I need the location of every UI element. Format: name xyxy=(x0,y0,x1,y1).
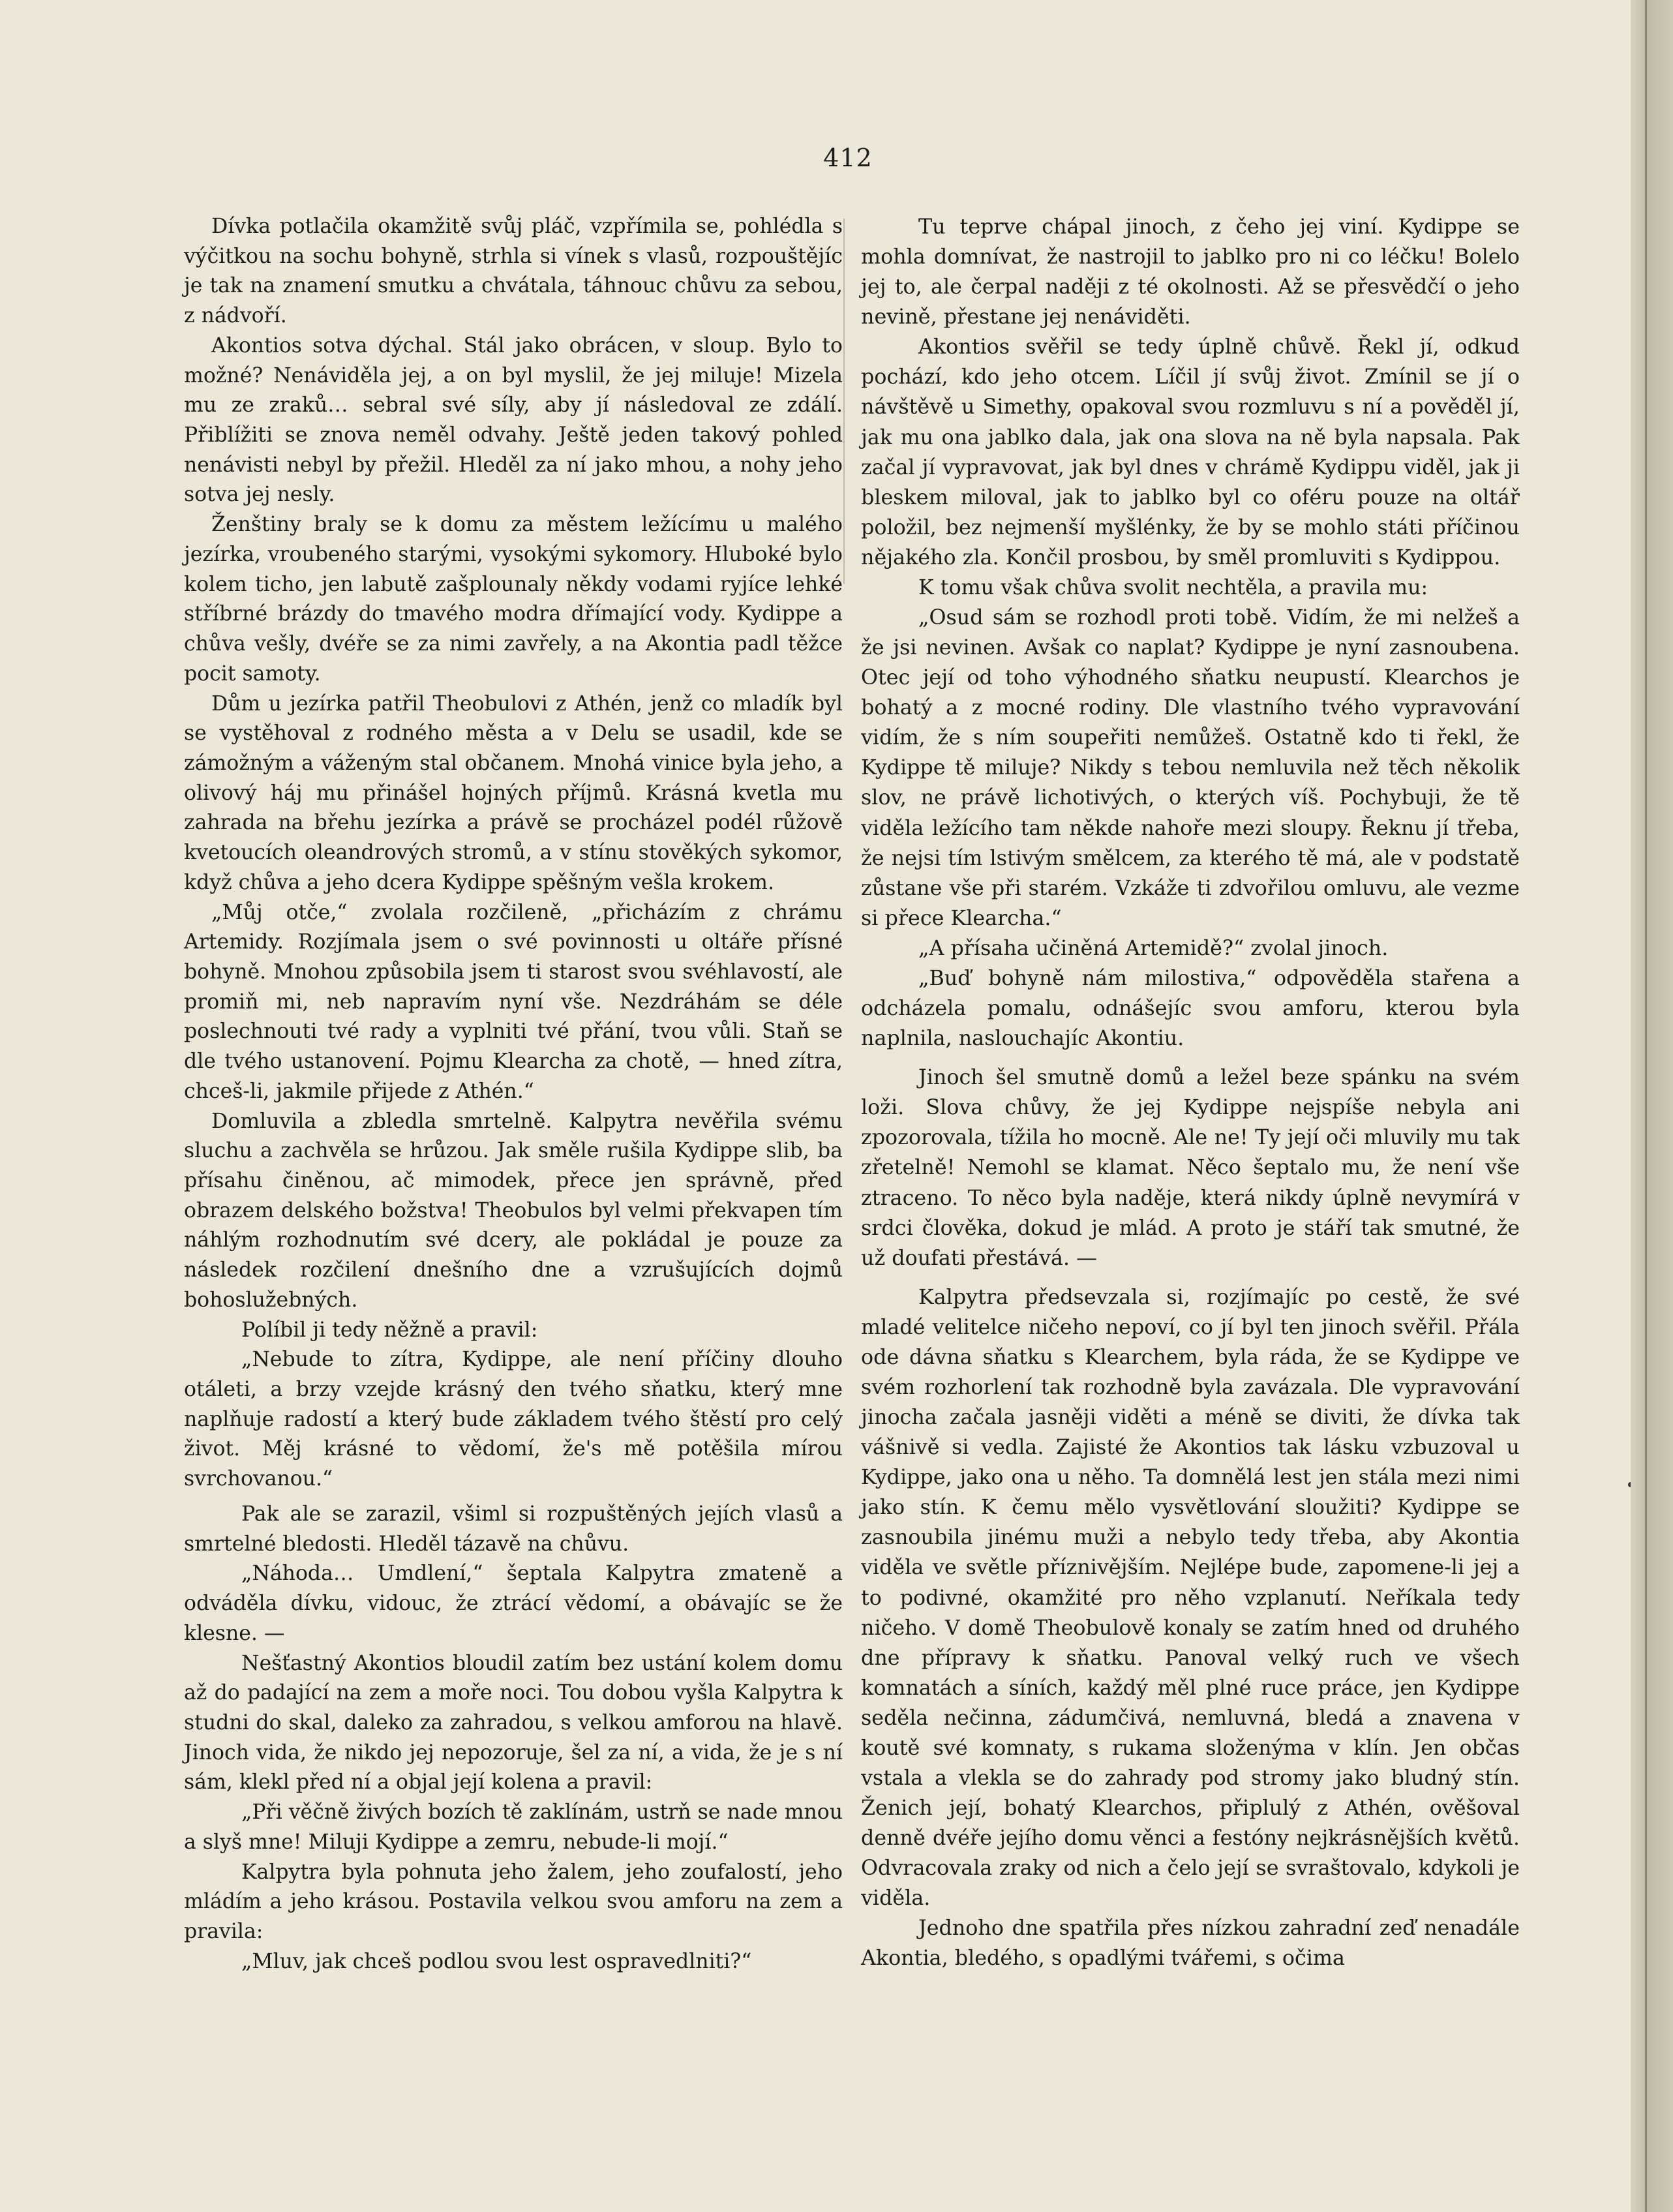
paragraph: Akontios svěřil se tedy úplně chůvě. Řekl jí, odkud pochází, kdo jeho otcem. Líčil jí svůj život. Zmínil se jí o návštěvě u Simethy, opakoval svou rozmluvu s ní a pověděl jí, jak mu ona jablko dala, jak ona slova na ně byla napsala. Pak začal jí vypravovat, jak byl dnes v chrámě Kydippu viděl, jak ji bleskem miloval, jak to jablko byl co oféru pouze na oltář položil, bez nejmenší myšlénky, že by se mohlo státi příčinou nějakého zla. Končil prosbou, by směl promluviti s Kydippou. xyxy=(861,335,1520,569)
page-edge-line xyxy=(1645,0,1647,2212)
paragraph: Tu teprve chápal jinoch, z čeho jej viní. Kydippe se mohla domnívat, že nastrojil to jablko pro ni co léčku! Bolelo jej to, ale čerpal naději z té okolnosti. Až se přesvědčí o jeho nevině, přestane jej nenáviděti. xyxy=(861,215,1520,329)
paragraph: K tomu však chůva svolit nechtěla, a pravila mu: xyxy=(918,575,1428,599)
paragraph: „Náhoda… Umdlení,“ šeptala Kalpytra zmateně a odváděla dívku, vidouc, že ztrácí vědomí, a obávajíc se že klesne. — xyxy=(184,1562,843,1645)
paragraph: Dívka potlačila okamžitě svůj pláč, vzpřímila se, pohlédla s výčitkou na sochu bohyně, strhla si vínek s vlasů, rozpouštějíc je tak na znamení smutku a chvátala, táhnouc chůvu za sebou, z nádvoří. xyxy=(184,215,843,328)
left-column xyxy=(184,212,843,1977)
paragraph: Dům u jezírka patřil Theobulovi z Athén, jenž co mladík byl se vystěhoval z rodného města a v Delu se usadil, kde se zámožným a váženým stal občanem. Mnohá vinice byla jeho, a olivový háj mu přinášel hojných příjmů. Krásná kvetla mu zahrada na břehu jezírka a právě se procházel podél růžově kvetoucích oleandrových stromů, a v stínu stověkých sykomor, když chůva a jeho dcera Kydippe spěšným vešla krokem. xyxy=(184,691,843,894)
paragraph: „Při věčně živých bozích tě zaklínám, ustrň se nade mnou a slyš mne! Miluji Kydippe a zemru, nebude-li mojí.“ xyxy=(184,1800,843,1854)
paragraph: „Můj otče,“ zvolala rozčileně, „přicházím z chrámu Artemidy. Rozjímala jsem o své povinnosti u oltáře přísné bohyně. Mnohou způsobila jsem ti starost svou svéhlavostí, ale promiň mi, neb napravím nyní vše. Nezdráhám se déle poslechnouti tvé rady a vyplniti tvé přání, tvou vůli. Staň se dle tvého ustanovení. Pojmu Klearcha za chotě, — hned zítra, chceš-li, jakmile přijede z Athén.“ xyxy=(184,900,843,1103)
paragraph: „Buď bohyně nám milostiva,“ odpověděla stařena a odcházela pomalu, odnášejíc svou amforu, kterou byla naplnila, naslouchajíc Akontiu. xyxy=(861,966,1520,1051)
paragraph: Kalpytra předsevzala si, rozjímajíc po cestě, že své mladé velitelce ničeho nepoví, co jí byl ten jinoch svěřil. Přála ode dávna sňatku s Klearchem, byla ráda, že se Kydippe ve svém rozhorlení tak rozhodně byla zavázala. Dle vypravování jinocha začala jasněji viděti a méně se diviti, že dívka tak vášnivě si vedla. Zajisté že Akontios tak lásku vzbuzoval u Kydippe, jako ona u něho. Ta domnělá lest jen stála mezi nimi jako stín. K čemu mělo vysvětlování sloužiti? Kydippe se zasnoubila jinému muži a nebylo tedy třeba, aby Akontia viděla ve světle příznivějším. Nejlépe bude, zapomene-li jej a to podivné, okamžité pro něho vzplanutí. Neříkala tedy ničeho. V domě Theobulově konaly se zatím hned od druhého dne přípravy k sňatku. Panoval velký ruch ve všech komnatách a síních, každý měl plné ruce práce, jen Kydippe seděla nečinna, zádumčivá, nemluvná, bledá a znavena v koutě své komnaty, s rukama složenýma v klín. Jen občas vstala a vlekla se do zahrady pod stromy jako bludný stín. Ženich její, bohatý Klearchos, připlulý z Athén, ověšoval denně dvéře jejího domu věnci a festóny nejkrásnějších květů. Odvracovala zraky od nich a čelo její se svraštovalo, kdykoli je viděla. xyxy=(861,1285,1520,1911)
column-divider xyxy=(843,219,845,584)
paragraph: Ženštiny braly se k domu za městem ležícímu u malého jezírka, vroubeného starými, vysokými sykomory. Hluboké bylo kolem ticho, jen labutě zašplounaly někdy vodami ryjíce lehké stříbrné brázdy do tmavého modra dřímající vody. Kydippe a chůva vešly, dvéře se za nimi zavřely, a na Akontia padl těžce pocit samoty. xyxy=(184,513,843,686)
paragraph: „Nebude to zítra, Kydippe, ale není příčiny dlouho otáleti, a brzy vzejde krásný den tvého sňatku, který mne naplňuje radostí a který bude základem tvého štěstí pro celý život. Měj krásné to vědomí, že's mě potěšila mírou svrchovanou.“ xyxy=(184,1348,843,1491)
paragraph: „Mluv, jak chceš podlou svou lest ospravedlniti?“ xyxy=(241,1949,752,1973)
page-number: 412 xyxy=(823,144,873,172)
paragraph: Akontios sotva dýchal. Stál jako obrácen, v sloup. Bylo to možné? Nenáviděla jej, a on byl myslil, že jej miluje! Mizela mu ze zraků… sebral své síly, aby jí následoval ze zdálí. Přiblížiti se znova neměl odvahy. Ještě jeden takový pohled nenávisti nebyl by přežil. Hleděl za ní jako mhou, a nohy jeho sotva jej nesly. xyxy=(184,333,843,507)
paragraph: „A přísaha učiněná Artemidě?“ zvolal jinoch. xyxy=(918,936,1389,960)
paragraph: Jednoho dne spatřila přes nízkou zahradní zeď nenadále Akontia, bledého, s opadlými tvářemi, s očima xyxy=(861,1917,1520,1971)
paragraph: Jinoch šel smutně domů a ležel beze spánku na svém loži. Slova chůvy, že jej Kydippe nejspíše nebyla ani zpozorovala, tížila ho mocně. Ale ne! Ty její oči mluvily mu tak zřetelně! Nemohl se klamat. Něco šeptalo mu, že není vše ztraceno. To něco byla naděje, která nikdy úplně nevymírá v srdci člověka, dokud je mlád. A proto je stáří tak smutné, že už doufati přestává. — xyxy=(861,1066,1520,1270)
paragraph: Domluvila a zbledla smrtelně. Kalpytra nevěřila svému sluchu a zachvěla se hrůzou. Jak směle rušila Kydippe slib, ba přísahu činěnou, ač mimodek, přece jen správně, před obrazem delského božstva! Theobulos byl velmi překvapen tím náhlým rozhodnutím své dcery, ale pokládal je pouze za následek rozčilení dnešního dne a vzrušujících dojmů bohoslužebných. xyxy=(184,1109,843,1312)
paragraph: Pak ale se zarazil, všiml si rozpuštěných jejích vlasů a smrtelné bledosti. Hleděl tázavě na chůvu. xyxy=(184,1502,843,1556)
paragraph: Políbil ji tedy něžně a pravil: xyxy=(241,1318,538,1342)
paragraph: Kalpytra byla pohnuta jeho žalem, jeho zoufalostí, jeho mládím a jeho krásou. Postavila velkou svou amforu na zem a pravila: xyxy=(184,1860,843,1943)
paragraph: Nešťastný Akontios bloudil zatím bez ustání kolem domu až do padající na zem a moře noci. Tou dobou vyšla Kalpytra k studni do skal, daleko za zahradou, s velkou amforou na hlavě. Jinoch vida, že nikdo jej nepozoruje, šel za ní, a vida, že je s ní sám, klekl před ní a objal její kolena a pravil: xyxy=(184,1651,843,1795)
right-column xyxy=(861,212,1520,1974)
page-edge xyxy=(1631,0,1673,2212)
paragraph: „Osud sám se rozhodl proti tobě. Vidím, že mi nelžeš a že jsi nevinen. Avšak co naplat? Kydippe je nyní zasnoubena. Otec její od toho výhodného sňatku neupustí. Klearchos je bohatý a z mocné rodiny. Dle vlastního tvého vypravování vidím, že s ním soupeřiti nemůžeš. Ostatně kdo ti řekl, že Kydippe tě miluje? Nikdy s tebou nemluvila než těch několik slov, ne právě lichotivých, o kterých víš. Pochybuji, že tě viděla ležícího tam někde nahoře mezi sloupy. Řeknu jí třeba, že nejsi tím lstivým smělcem, za kterého tě má, ale v podstatě zůstane vše při starém. Vzkáže ti zdvořilou omluvu, ale vezme si přece Klearcha.“ xyxy=(861,606,1520,930)
